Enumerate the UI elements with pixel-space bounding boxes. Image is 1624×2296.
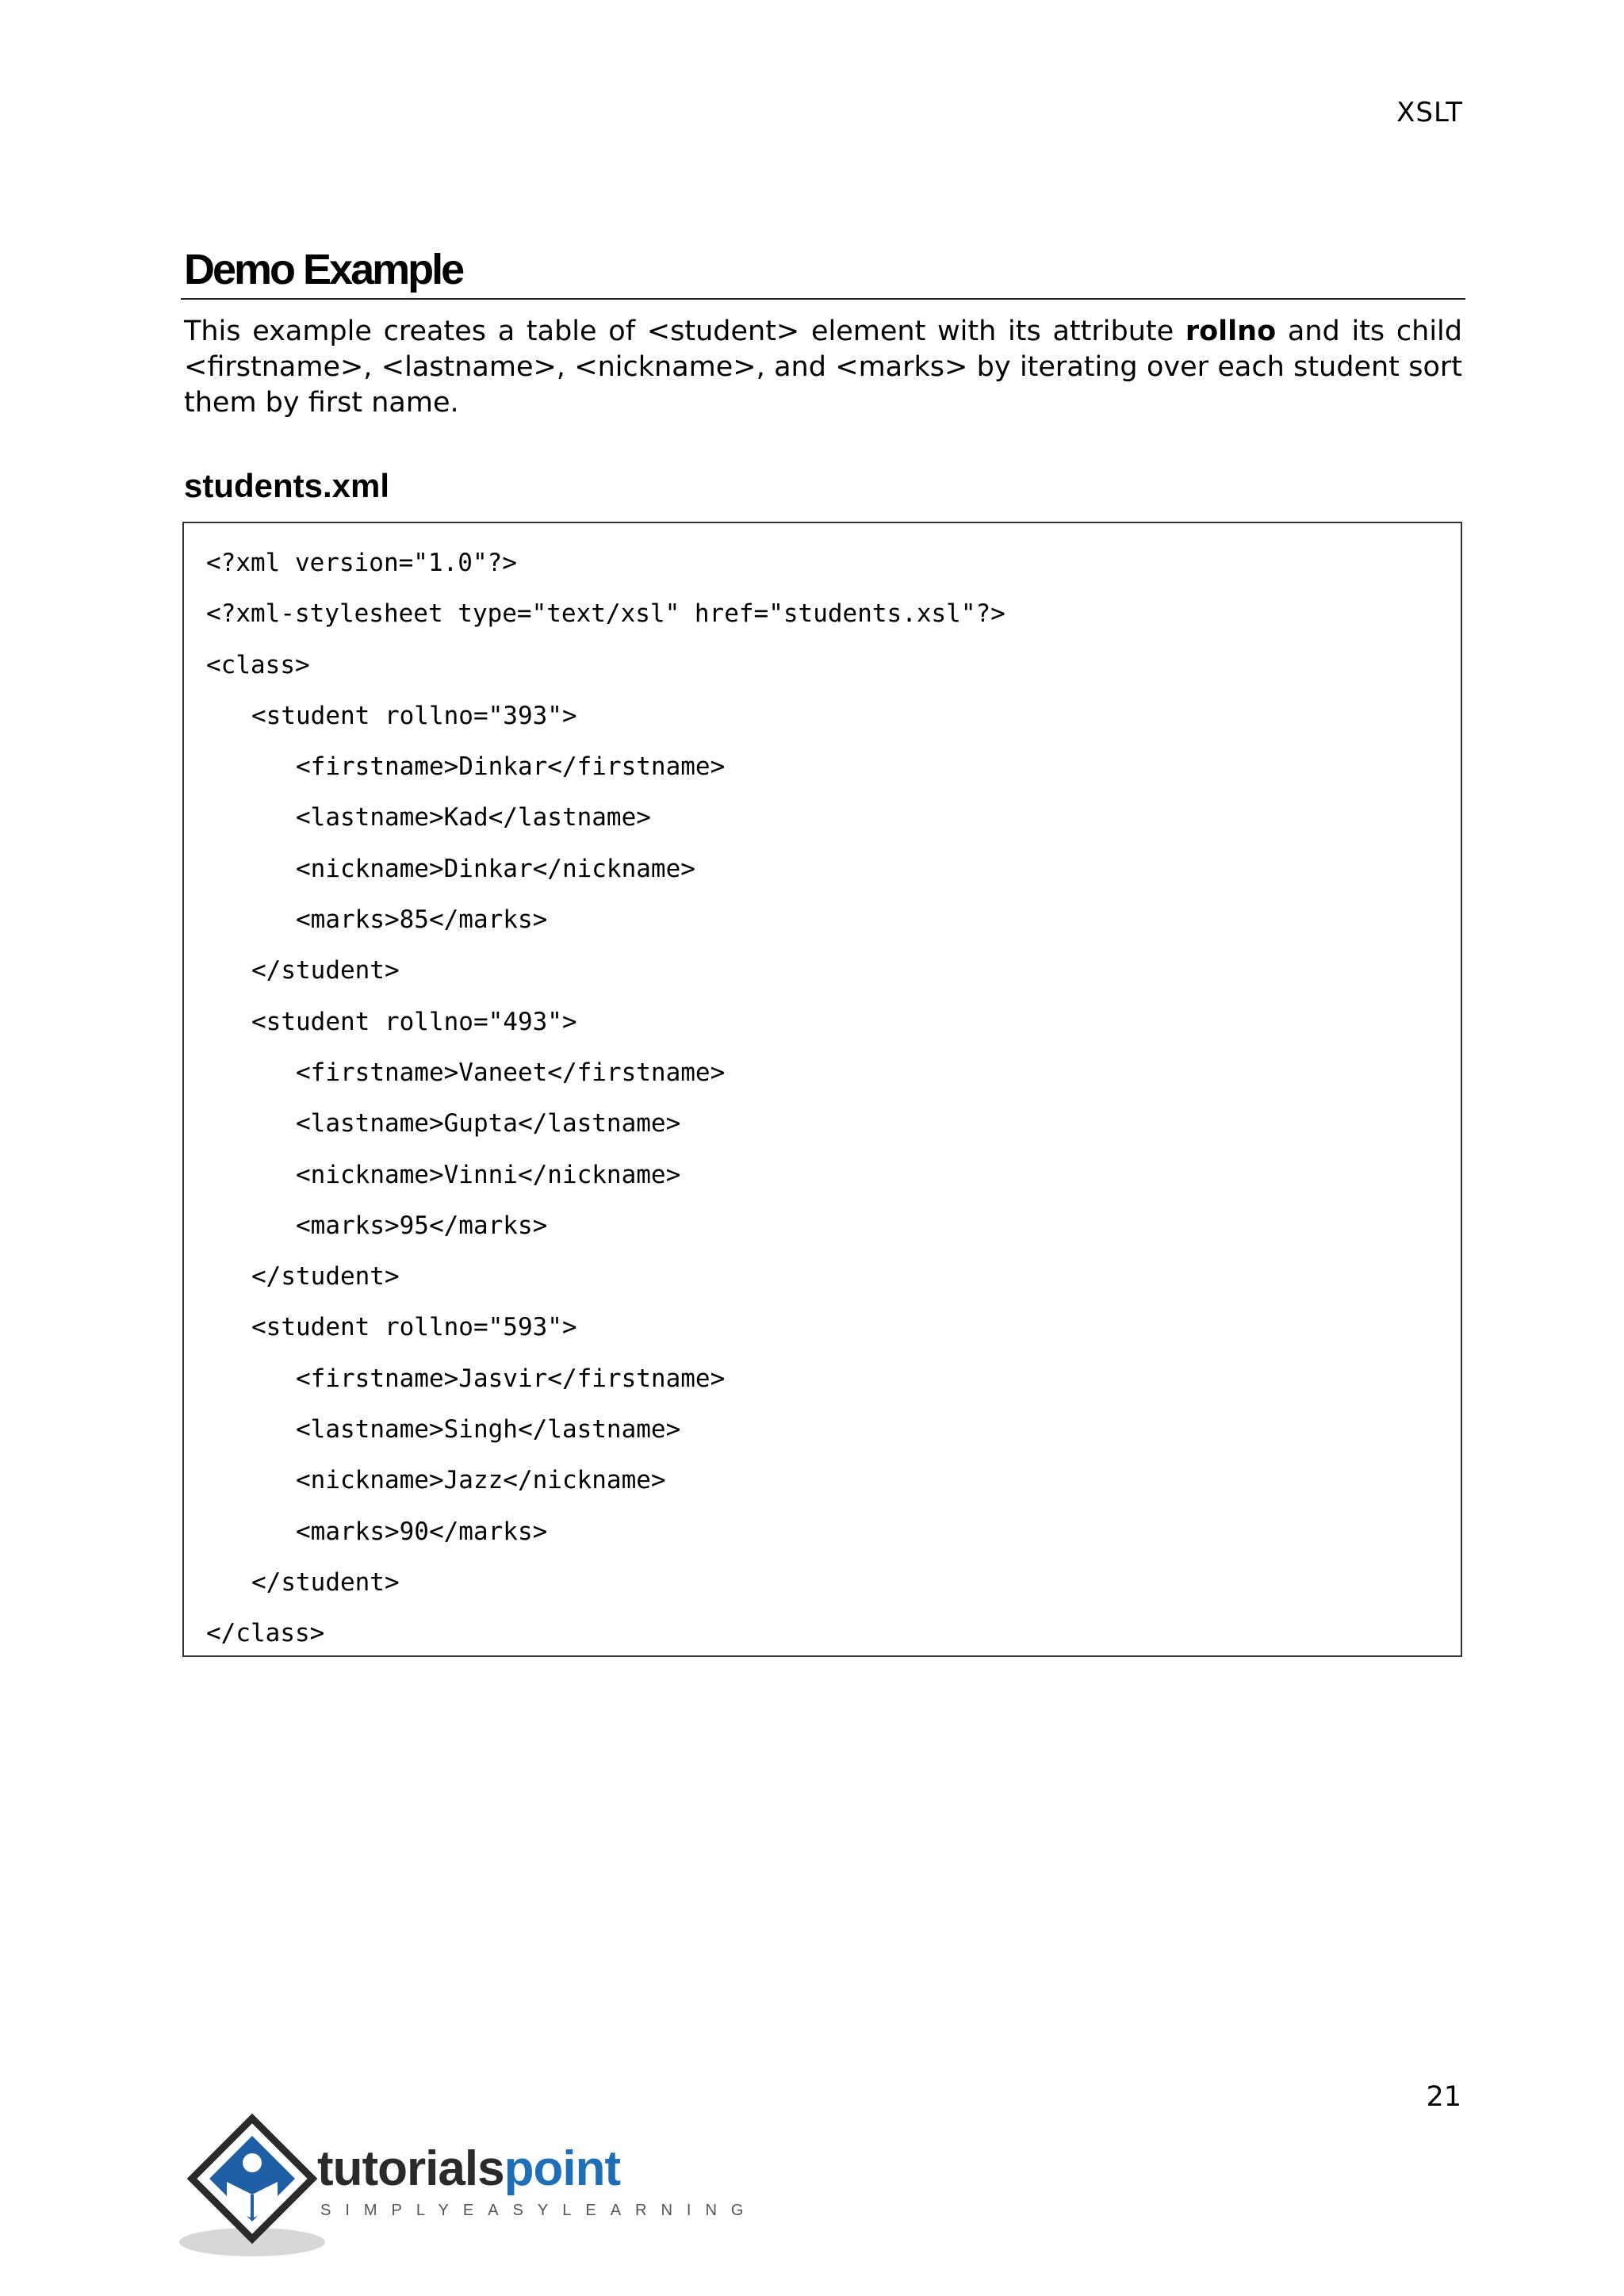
section-title: Demo Example xyxy=(184,246,463,293)
title-underline xyxy=(181,298,1465,300)
logo-wordmark xyxy=(317,2141,620,2196)
code-line: </student> xyxy=(251,1567,400,1597)
code-block xyxy=(182,522,1462,1657)
code-line: <marks>95</marks> xyxy=(296,1211,548,1240)
code-line: <marks>90</marks> xyxy=(296,1517,548,1546)
code-line: <nickname>Dinkar</nickname> xyxy=(296,854,695,883)
code-line: <student rollno="493"> xyxy=(251,1007,577,1036)
code-line: <lastname>Gupta</lastname> xyxy=(296,1109,681,1138)
code-line: <nickname>Jazz</nickname> xyxy=(296,1466,666,1495)
logo-wordmark-dark: tutorials xyxy=(317,2141,504,2196)
intro-text-start: This example creates a table of <student> element with its attribute xyxy=(184,316,1185,347)
code-line: <lastname>Kad</lastname> xyxy=(296,803,651,832)
code-line: <student rollno="393"> xyxy=(251,701,577,730)
code-line: <?xml-stylesheet type="text/xsl" href="students.xsl"?> xyxy=(206,599,1005,629)
code-line: <class> xyxy=(206,650,310,679)
code-line: </student> xyxy=(251,1262,400,1292)
logo-wordmark-accent: point xyxy=(504,2141,621,2196)
code-line: <firstname>Jasvir</firstname> xyxy=(296,1364,726,1393)
code-line: <student rollno="593"> xyxy=(251,1313,577,1342)
page-number: 21 xyxy=(1426,2081,1461,2113)
code-line: </class> xyxy=(206,1619,325,1648)
file-heading: students.xml xyxy=(184,467,390,504)
code-line: <?xml version="1.0"?> xyxy=(206,549,517,577)
running-header: XSLT xyxy=(1396,97,1463,128)
logo-tagline: SIMPLYEASYLEARNING xyxy=(320,2202,758,2219)
code-line: <nickname>Vinni</nickname> xyxy=(296,1160,681,1189)
code-line: <marks>85</marks> xyxy=(296,905,548,935)
code-line: </student> xyxy=(251,956,400,985)
code-line: <firstname>Vaneet</firstname> xyxy=(296,1058,726,1087)
code-line: <lastname>Singh</lastname> xyxy=(296,1415,681,1445)
tutorialspoint-logo xyxy=(181,2109,758,2267)
intro-text-end: and its child <firstname>, <lastname>, <nickname>, and <marks> by iterating over each student sort them by first name. xyxy=(184,316,1462,419)
code-line: <firstname>Dinkar</firstname> xyxy=(296,752,726,782)
logo-reader-head xyxy=(243,2153,262,2172)
code-lines xyxy=(206,538,1005,1659)
intro-paragraph xyxy=(184,314,1462,421)
intro-bold-term: rollno xyxy=(1185,316,1277,347)
